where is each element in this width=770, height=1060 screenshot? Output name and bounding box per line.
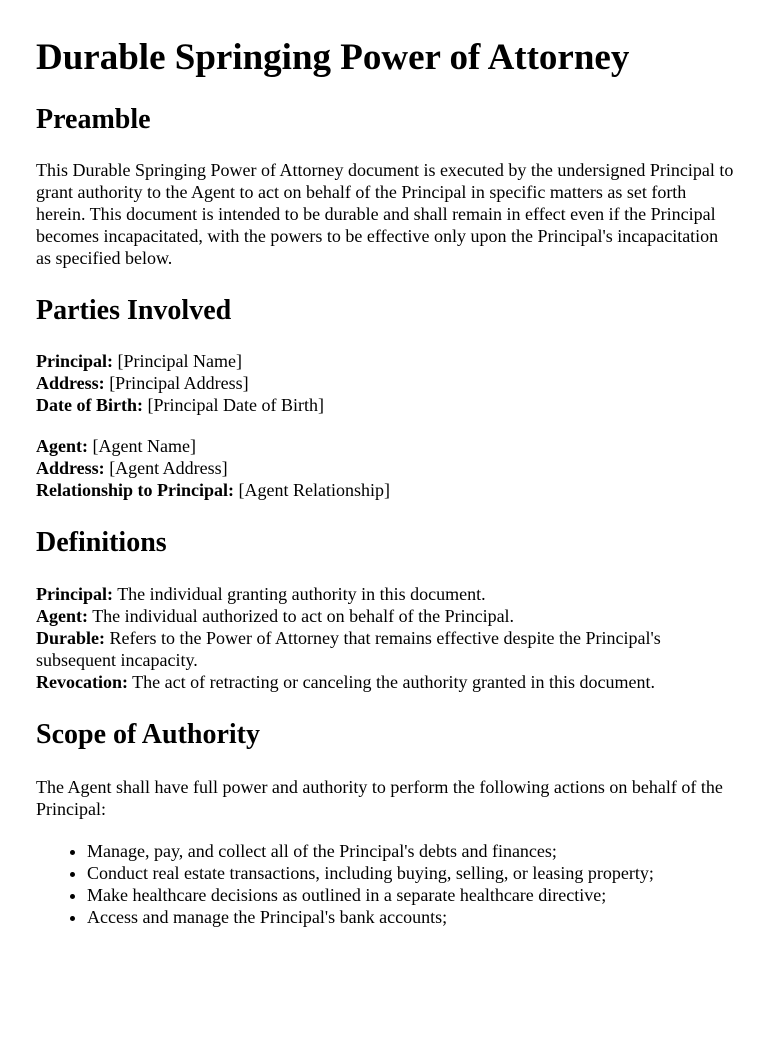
field-label: Date of Birth:: [36, 395, 143, 415]
field-label: Principal:: [36, 351, 113, 371]
definition-term: Agent:: [36, 606, 88, 626]
agent-relationship-line: [36, 479, 734, 501]
definition-item: [36, 627, 734, 671]
agent-name-line: [36, 435, 734, 457]
scope-list: [36, 840, 734, 928]
definitions-section: [36, 526, 734, 693]
field-value: [Agent Name]: [92, 436, 196, 456]
field-value: [Principal Date of Birth]: [147, 395, 324, 415]
principal-details: [36, 350, 734, 416]
preamble-section: [36, 103, 734, 269]
definition-text: The individual granting authority in this document.: [117, 584, 486, 604]
definition-item: [36, 605, 734, 627]
list-item: • Access and manage the Principal's bank accounts;: [87, 906, 734, 928]
list-item: • Make healthcare decisions as outlined in a separate healthcare directive;: [87, 884, 734, 906]
parties-heading: Parties Involved: [36, 295, 232, 326]
scope-intro: The Agent shall have full power and authority to perform the following actions on behalf of the Principal:: [36, 777, 723, 819]
document-title: Durable Springing Power of Attorney: [36, 37, 630, 78]
definition-term: Principal:: [36, 584, 113, 604]
field-label: Address:: [36, 373, 105, 393]
field-value: [Agent Relationship]: [238, 480, 390, 500]
field-label: Agent:: [36, 436, 88, 456]
definition-item: [36, 583, 734, 605]
definitions-list: [36, 583, 734, 693]
field-label: Address:: [36, 458, 105, 478]
scope-section: [36, 718, 734, 928]
list-item: • Conduct real estate transactions, including buying, selling, or leasing property;: [87, 862, 734, 884]
definition-term: Revocation:: [36, 672, 128, 692]
field-label: Relationship to Principal:: [36, 480, 235, 500]
definition-text: The individual authorized to act on behalf of the Principal.: [92, 606, 515, 626]
preamble-text: This Durable Springing Power of Attorney document is executed by the undersigned Principal to grant authority to the Agent to act on behalf of the Principal in specific matters as set forth herein. This document is intended to be durable and shall remain in effect even if the Principal becomes incapacitated, with the powers to be effective only upon the Principal's incapacitation as specified below.: [36, 160, 734, 268]
definition-term: Durable:: [36, 628, 105, 648]
document-page: [0, 36, 770, 928]
agent-address-line: [36, 457, 734, 479]
field-value: [Principal Name]: [117, 351, 242, 371]
principal-address-line: [36, 372, 734, 394]
list-item: • Manage, pay, and collect all of the Principal's debts and finances;: [87, 840, 734, 862]
definition-text: Refers to the Power of Attorney that remains effective despite the Principal's subsequent incapacity.: [36, 628, 661, 670]
definition-text: The act of retracting or canceling the authority granted in this document.: [132, 672, 655, 692]
agent-details: [36, 435, 734, 501]
preamble-heading: Preamble: [36, 104, 151, 135]
parties-section: [36, 294, 734, 501]
field-value: [Principal Address]: [109, 373, 249, 393]
principal-name-line: [36, 350, 734, 372]
scope-heading: Scope of Authority: [36, 719, 260, 750]
definitions-heading: Definitions: [36, 527, 167, 558]
definition-item: [36, 671, 734, 693]
field-value: [Agent Address]: [109, 458, 228, 478]
principal-dob-line: [36, 394, 734, 416]
